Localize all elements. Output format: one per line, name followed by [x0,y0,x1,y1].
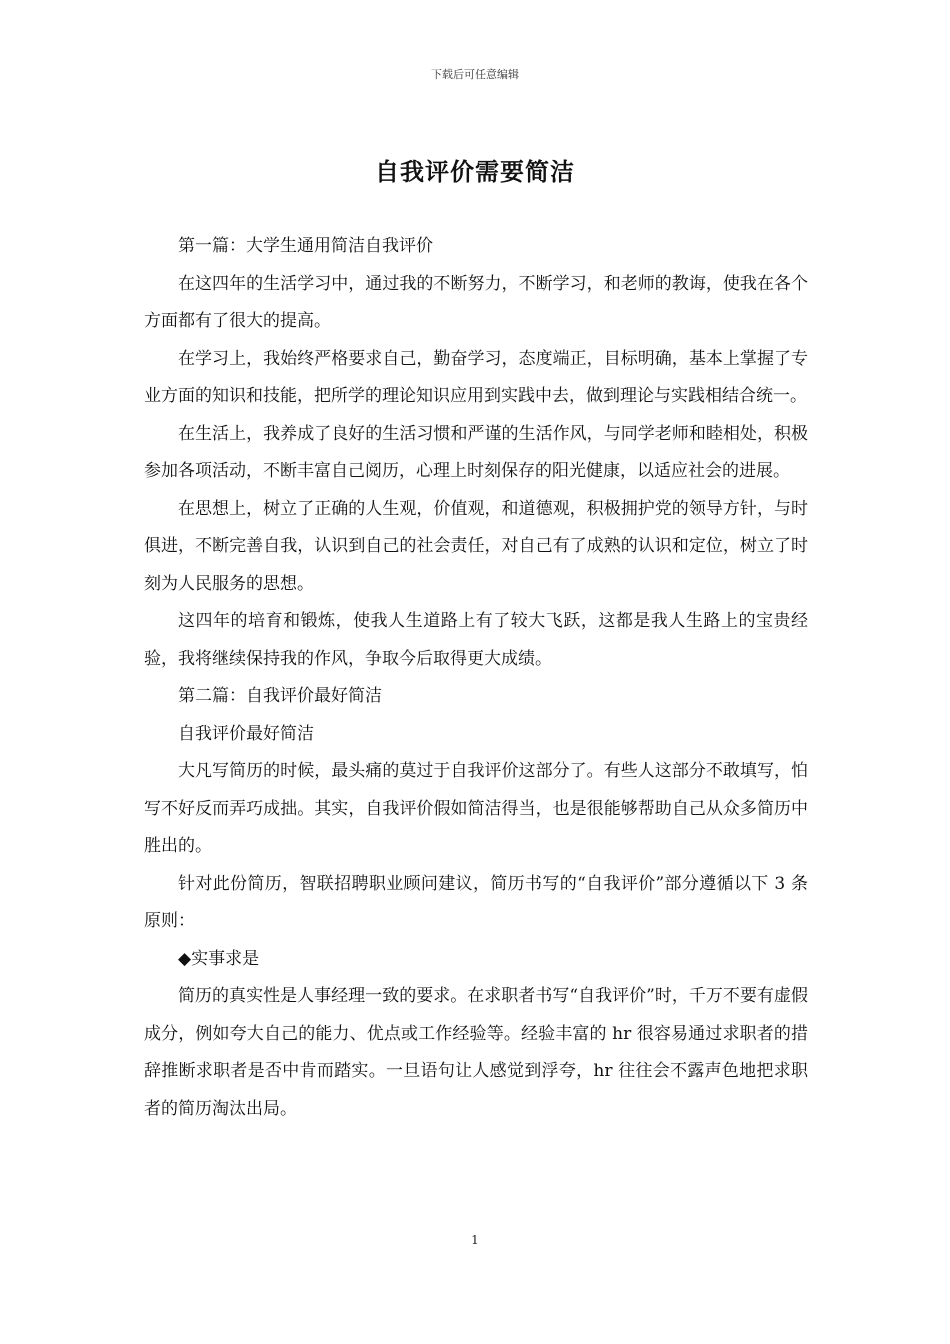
document-body [144,228,808,1128]
paragraph: 在思想上，树立了正确的人生观，价值观，和道德观，积极拥护党的领导方针，与时俱进，不断完善自我，认识到自己的社会责任，对自己有了成熟的认识和定位，树立了时刻为人民服务的思想。 [144,498,808,594]
paragraph: 大凡写简历的时候，最头痛的莫过于自我评价这部分了。有些人这部分不敢填写，怕写不好反而弄巧成拙。其实，自我评价假如简洁得当，也是很能够帮助自己从众多简历中胜出的。 [144,761,808,856]
bullet-heading: ◆实事求是 [178,948,260,969]
paragraph: 在生活上，我养成了良好的生活习惯和严谨的生活作风，与同学老师和睦相处，积极参加各项活动，不断丰富自己阅历，心理上时刻保存的阳光健康，以适应社会的进展。 [144,423,808,481]
paragraph: 在学习上，我始终严格要求自己，勤奋学习，态度端正，目标明确，基本上掌握了专业方面的知识和技能，把所学的理论知识应用到实践中去，做到理论与实践相结合统一。 [144,348,808,406]
section-heading: 第二篇：自我评价最好简洁 [178,686,382,706]
paragraph: 在这四年的生活学习中，通过我的不断努力，不断学习，和老师的教诲，使我在各个方面都有了很大的提高。 [144,273,808,331]
paragraph: 简历的真实性是人事经理一致的要求。在求职者书写“自我评价”时，千万不要有虚假成分，例如夸大自己的能力、优点或工作经验等。经验丰富的 hr 很容易通过求职者的措辞推断求职者是否中肯而踏实。一旦语句让人感觉到浮夸，hr 往往会不露声色地把求职者的简历淘汰出局。 [144,986,808,1119]
section-heading: 第一篇：大学生通用简洁自我评价 [178,236,433,256]
page-number: 1 [471,1233,479,1247]
document-title: 自我评价需要简洁 [375,158,575,186]
subheading: 自我评价最好简洁 [178,723,314,744]
paragraph: 这四年的培育和锻炼，使我人生道路上有了较大飞跃，这都是我人生路上的宝贵经验，我将继续保持我的作风，争取今后取得更大成绩。 [144,611,808,669]
paragraph: 针对此份简历，智联招聘职业顾问建议，简历书写的“自我评价”部分遵循以下 3 条原则： [144,873,808,931]
header-note: 下载后可任意编辑 [431,68,519,81]
